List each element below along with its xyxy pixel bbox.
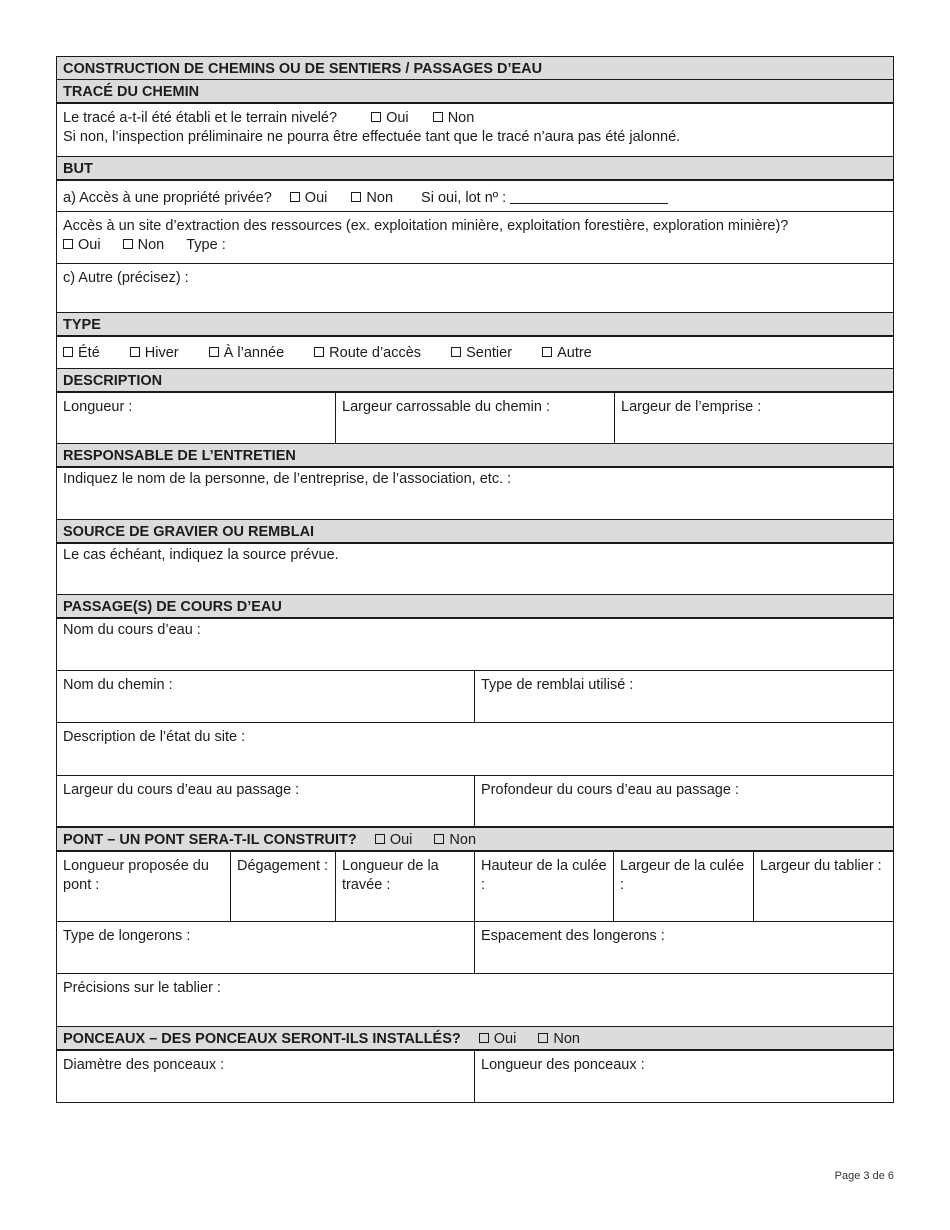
- but-b-row: [56, 212, 894, 264]
- largeur-chemin-field[interactable]: Largeur carrossable du chemin :: [336, 393, 615, 443]
- ponceaux-row: [56, 1051, 894, 1103]
- type-option-annee[interactable]: À l’année: [209, 344, 284, 363]
- largeur-emprise-field[interactable]: Largeur de l’emprise :: [621, 399, 762, 415]
- lot-label: Si oui, lot nº :: [421, 190, 507, 206]
- ponceaux-oui-option[interactable]: Oui: [479, 1029, 517, 1049]
- but-c-row[interactable]: [56, 264, 894, 313]
- section-header-description: DESCRIPTION: [56, 369, 894, 393]
- page-number: Page 3 de 6: [834, 1170, 894, 1182]
- chemin-remblai-row: [56, 671, 894, 723]
- section-header-pont: PONT – UN PONT SERA-T-IL CONSTRUIT? Oui Non: [56, 828, 894, 852]
- trace-row: [56, 104, 894, 157]
- section-header-ponceaux: PONCEAUX – DES PONCEAUX SERONT-ILS INSTALLÉS? Oui Non: [56, 1027, 894, 1051]
- type-option-ete[interactable]: Été: [63, 344, 100, 363]
- checkbox-icon[interactable]: [63, 239, 73, 249]
- section-header-trace: TRACÉ DU CHEMIN: [56, 80, 894, 104]
- checkbox-icon[interactable]: [542, 347, 552, 357]
- checkbox-icon[interactable]: [209, 347, 219, 357]
- longueur-travee-field[interactable]: Longueur de la travée :: [336, 852, 475, 921]
- section-header-gravier: SOURCE DE GRAVIER OU REMBLAI: [56, 520, 894, 544]
- longueur-ponceaux-field[interactable]: Longueur des ponceaux :: [481, 1057, 645, 1073]
- longueur-proposee-field[interactable]: Longueur proposée du pont :: [57, 852, 231, 921]
- precisions-tablier-field[interactable]: Précisions sur le tablier :: [56, 974, 894, 1027]
- but-b-label: Accès à un site d’extraction des ressources (ex. exploitation minière, exploitation forestière, exploration minière)?: [63, 218, 789, 234]
- diametre-ponceaux-field[interactable]: Diamètre des ponceaux :: [57, 1051, 475, 1102]
- trace-note: Si non, l’inspection préliminaire ne pourra être effectuée tant que le tracé n’aura pas été jalonné.: [63, 129, 681, 145]
- lot-input[interactable]: [510, 189, 668, 204]
- longerons-row: [56, 922, 894, 974]
- trace-question: Le tracé a-t-il été établi et le terrain nivelé?: [63, 110, 338, 126]
- checkbox-icon[interactable]: [130, 347, 140, 357]
- type-longerons-field[interactable]: Type de longerons :: [57, 922, 475, 973]
- gravier-field[interactable]: Le cas échéant, indiquez la source prévue.: [56, 544, 894, 595]
- ponceaux-non-option[interactable]: Non: [538, 1029, 580, 1049]
- checkbox-icon[interactable]: [371, 112, 381, 122]
- trace-non-option[interactable]: Non: [433, 109, 475, 128]
- checkbox-icon[interactable]: [434, 834, 444, 844]
- entretien-field[interactable]: Indiquez le nom de la personne, de l’entreprise, de l’association, etc. :: [56, 468, 894, 520]
- type-remblai-field[interactable]: Type de remblai utilisé :: [481, 677, 634, 693]
- description-row: [56, 393, 894, 444]
- checkbox-icon[interactable]: [375, 834, 385, 844]
- checkbox-icon[interactable]: [63, 347, 73, 357]
- largeur-profondeur-row: [56, 776, 894, 828]
- trace-oui-option[interactable]: Oui: [371, 109, 409, 128]
- checkbox-icon[interactable]: [451, 347, 461, 357]
- nom-cours-field[interactable]: Nom du cours d’eau :: [56, 619, 894, 671]
- hauteur-culee-field[interactable]: Hauteur de la culée :: [475, 852, 614, 921]
- pont-dimensions-row: [56, 852, 894, 922]
- type-row: [56, 337, 894, 369]
- checkbox-icon[interactable]: [123, 239, 133, 249]
- form-title: CONSTRUCTION DE CHEMINS OU DE SENTIERS / PASSAGES D’EAU: [56, 57, 894, 80]
- but-a-row: [56, 181, 894, 212]
- but-c-label: c) Autre (précisez) :: [63, 270, 189, 286]
- checkbox-icon[interactable]: [290, 192, 300, 202]
- but-b-type-label: Type :: [186, 237, 226, 253]
- espacement-longerons-field[interactable]: Espacement des longerons :: [481, 928, 665, 944]
- section-header-entretien: RESPONSABLE DE L’ENTRETIEN: [56, 444, 894, 468]
- but-a-label: a) Accès à une propriété privée?: [63, 190, 272, 206]
- pont-oui-option[interactable]: Oui: [375, 830, 413, 850]
- type-option-sentier[interactable]: Sentier: [451, 344, 512, 363]
- but-b-oui-option[interactable]: Oui: [63, 236, 101, 255]
- profondeur-cours-field[interactable]: Profondeur du cours d’eau au passage :: [481, 782, 739, 798]
- section-header-passages: PASSAGE(S) DE COURS D’EAU: [56, 595, 894, 619]
- checkbox-icon[interactable]: [479, 1033, 489, 1043]
- checkbox-icon[interactable]: [538, 1033, 548, 1043]
- nom-chemin-field[interactable]: Nom du chemin :: [57, 671, 475, 722]
- but-b-non-option[interactable]: Non: [123, 236, 165, 255]
- type-option-route[interactable]: Route d’accès: [314, 344, 421, 363]
- section-header-but: BUT: [56, 157, 894, 181]
- largeur-tablier-field[interactable]: Largeur du tablier :: [760, 858, 882, 874]
- checkbox-icon[interactable]: [314, 347, 324, 357]
- type-option-autre[interactable]: Autre: [542, 344, 592, 363]
- longueur-field[interactable]: Longueur :: [57, 393, 336, 443]
- but-a-oui-option[interactable]: Oui: [290, 189, 328, 208]
- checkbox-icon[interactable]: [351, 192, 361, 202]
- etat-site-field[interactable]: Description de l’état du site :: [56, 723, 894, 776]
- form-table: [56, 56, 894, 1103]
- largeur-culee-field[interactable]: Largeur de la culée :: [614, 852, 754, 921]
- pont-non-option[interactable]: Non: [434, 830, 476, 850]
- type-option-hiver[interactable]: Hiver: [130, 344, 179, 363]
- checkbox-icon[interactable]: [433, 112, 443, 122]
- section-header-type: TYPE: [56, 313, 894, 337]
- largeur-cours-field[interactable]: Largeur du cours d’eau au passage :: [57, 776, 475, 826]
- but-a-non-option[interactable]: Non: [351, 189, 393, 208]
- degagement-field[interactable]: Dégagement :: [231, 852, 336, 921]
